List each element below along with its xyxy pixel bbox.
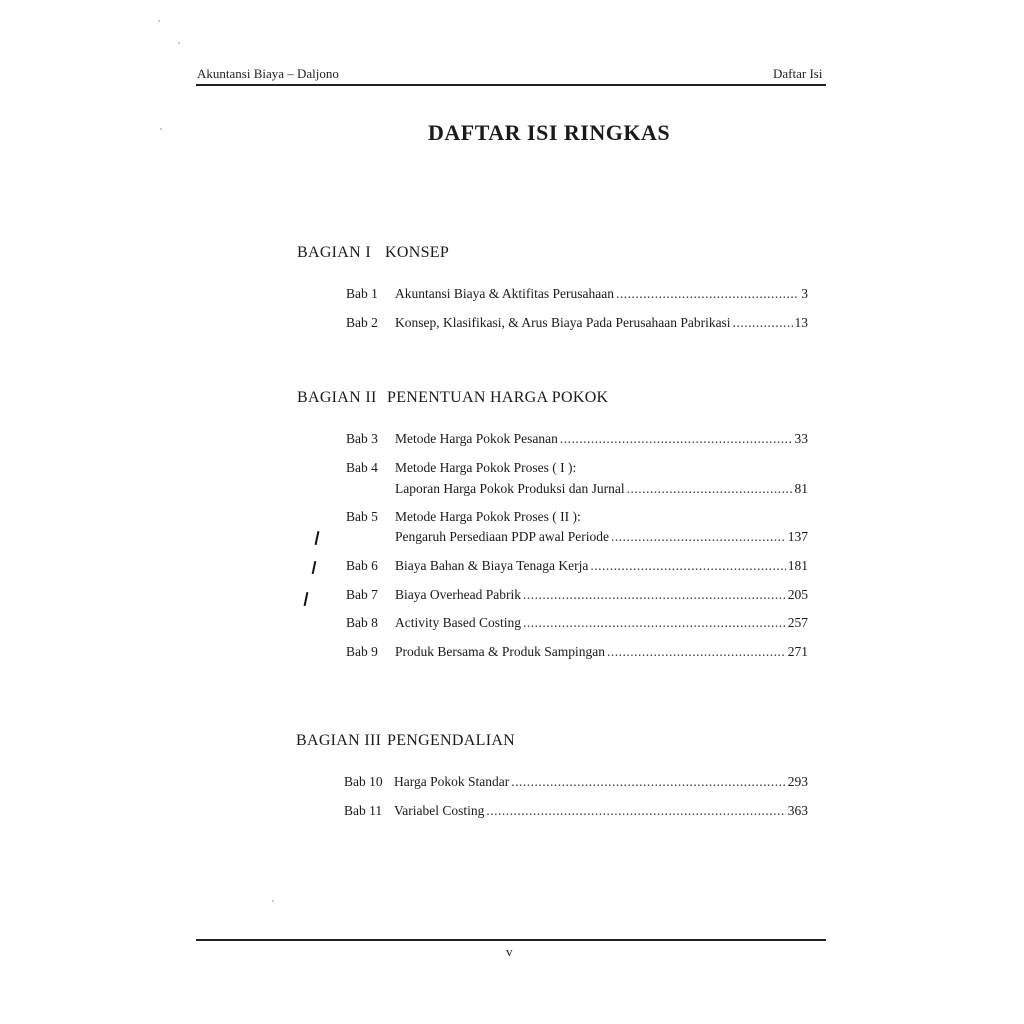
leader-dots [486,803,785,819]
leader-dots [590,558,785,574]
toc-title: Produk Bersama & Produk Sampingan [395,644,605,659]
page-number: v [506,944,513,959]
toc-bab-11: Bab 11 [344,803,383,818]
toc-title: Akuntansi Biaya & Aktifitas Perusahaan [395,286,614,301]
toc-title-line1: Metode Harga Pokok Proses ( I ): [395,460,577,475]
toc-page: 205 [787,587,808,602]
leader-dots [523,587,786,603]
toc-entry-9[interactable] [395,644,808,660]
running-header-right: Daftar Isi [773,66,823,81]
toc-entry-7[interactable] [395,587,808,603]
toc-bab-9: Bab 9 [346,644,378,659]
toc-title: Biaya Bahan & Biaya Tenaga Kerja [395,558,589,573]
toc-bab-3: Bab 3 [346,431,378,446]
toc-title-line1: Metode Harga Pokok Proses ( II ): [395,509,581,524]
toc-title: Metode Harga Pokok Pesanan [395,431,558,446]
toc-bab-2: Bab 2 [346,315,378,330]
toc-entry-4[interactable] [395,481,808,497]
leader-dots [607,644,786,660]
part-3-name: PENGENDALIAN [387,732,516,749]
toc-bab-1: Bab 1 [346,286,378,301]
part-3-label: BAGIAN III [296,732,382,749]
toc-title: Harga Pokok Standar [394,774,510,789]
toc-entry-5[interactable] [395,529,808,545]
page-title: DAFTAR ISI RINGKAS [428,120,671,145]
header-rule [196,84,826,86]
toc-title-line2: Laporan Harga Pokok Produksi dan Jurnal [395,481,625,496]
toc-entry-3[interactable] [395,431,808,447]
scan-speck [158,20,160,22]
toc-page: 257 [787,615,808,630]
leader-dots [560,431,793,447]
toc-page: 33 [794,431,808,446]
toc-entry-6[interactable] [395,558,808,574]
toc-bab-10: Bab 10 [344,774,383,789]
part-1-label: BAGIAN I [297,244,371,261]
margin-pen-mark [315,531,319,545]
leader-dots [511,774,786,790]
toc-bab-8: Bab 8 [346,615,378,630]
toc-page: 363 [787,803,808,818]
scan-speck [160,128,162,130]
toc-page: 293 [787,774,808,789]
footer-rule [196,939,826,941]
toc-bab-5: Bab 5 [346,509,378,524]
toc-bab-6: Bab 6 [346,558,378,573]
margin-pen-mark [304,592,308,606]
toc-title: Activity Based Costing [395,615,521,630]
toc-page: 271 [787,644,808,659]
scan-speck [178,42,180,44]
part-1-name: KONSEP [385,244,450,261]
toc-page: 3 [801,286,808,301]
leader-dots [523,615,786,631]
toc-title-line2: Pengaruh Persediaan PDP awal Periode [395,529,609,544]
part-2-name: PENENTUAN HARGA POKOK [387,389,609,406]
toc-bab-7: Bab 7 [346,587,378,602]
leader-dots [627,481,793,497]
toc-entry-1[interactable] [395,286,808,302]
toc-entry-8[interactable] [395,615,808,631]
toc-title: Variabel Costing [394,803,485,818]
toc-entry-2[interactable] [395,315,808,331]
toc-bab-4: Bab 4 [346,460,378,475]
toc-title: Biaya Overhead Pabrik [395,587,521,602]
toc-title: Konsep, Klasifikasi, & Arus Biaya Pada Perusahaan Pabrikasi [395,315,731,330]
toc-page: 181 [787,558,808,573]
toc-page: 137 [787,529,808,544]
toc-page: 81 [794,481,808,496]
margin-pen-mark [312,561,316,574]
part-2-label: BAGIAN II [297,389,377,406]
toc-page: 13 [794,315,808,330]
toc-entry-10[interactable] [394,774,808,790]
toc-entry-11[interactable] [394,803,808,819]
leader-dots [733,315,793,331]
leader-dots [616,286,799,302]
running-header-left: Akuntansi Biaya – Daljono [197,66,339,81]
leader-dots [611,529,786,545]
scan-speck [272,900,274,902]
